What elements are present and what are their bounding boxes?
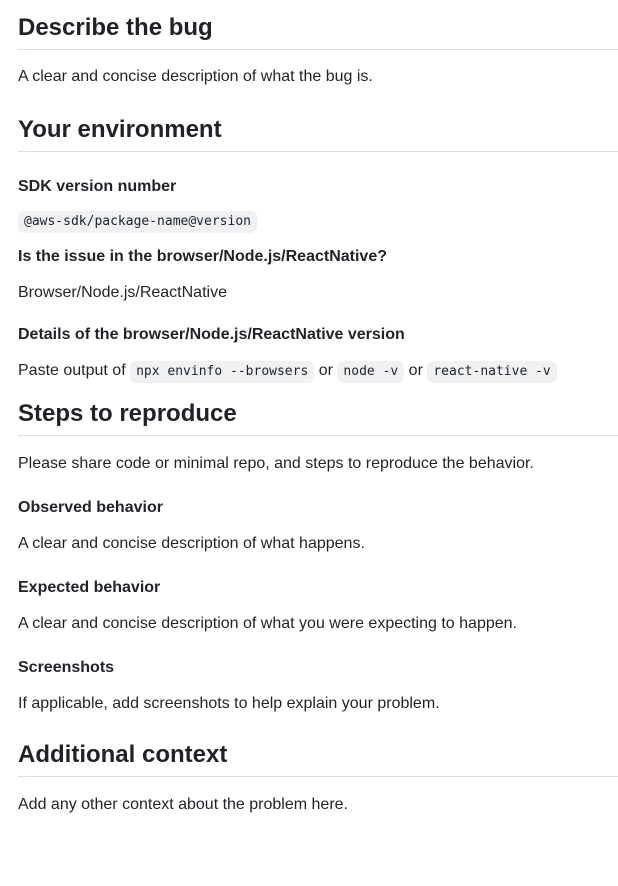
details-or-1: or [318, 362, 333, 379]
envinfo-code: npx envinfo --browsers [130, 361, 314, 383]
bug-description-text: A clear and concise description of what the bug is. [18, 68, 373, 85]
heading-observed-behavior: Observed behavior [18, 499, 163, 516]
node-version-code: node -v [337, 361, 404, 383]
additional-context-text: Add any other context about the problem here. [18, 796, 348, 813]
heading-screenshots: Screenshots [18, 659, 115, 676]
heading-platform: Is the issue in the browser/Node.js/ReactNative? [18, 248, 387, 265]
heading-sdk-version: SDK version number [18, 178, 177, 195]
heading-expected-behavior: Expected behavior [18, 579, 161, 596]
heading-steps-to-reproduce: Steps to reproduce [18, 399, 618, 436]
platform-text: Browser/Node.js/ReactNative [18, 284, 227, 301]
steps-text: Please share code or minimal repo, and steps to reproduce the behavior. [18, 455, 534, 472]
platform-details-text [18, 359, 618, 383]
sdk-version-code: @aws-sdk/package-name@version [18, 211, 257, 233]
heading-environment: Your environment [18, 115, 618, 152]
issue-template-body [18, 0, 618, 817]
heading-additional-context: Additional context [18, 740, 618, 777]
heading-describe-bug: Describe the bug [18, 13, 618, 50]
react-native-version-code: react-native -v [427, 361, 556, 383]
details-or-2: or [408, 362, 423, 379]
sdk-version-line [18, 209, 618, 233]
expected-behavior-text: A clear and concise description of what you were expecting to happen. [18, 615, 517, 632]
screenshots-text: If applicable, add screenshots to help explain your problem. [18, 695, 440, 712]
details-prefix: Paste output of [18, 362, 126, 379]
heading-platform-details: Details of the browser/Node.js/ReactNative version [18, 326, 405, 343]
observed-behavior-text: A clear and concise description of what happens. [18, 535, 365, 552]
